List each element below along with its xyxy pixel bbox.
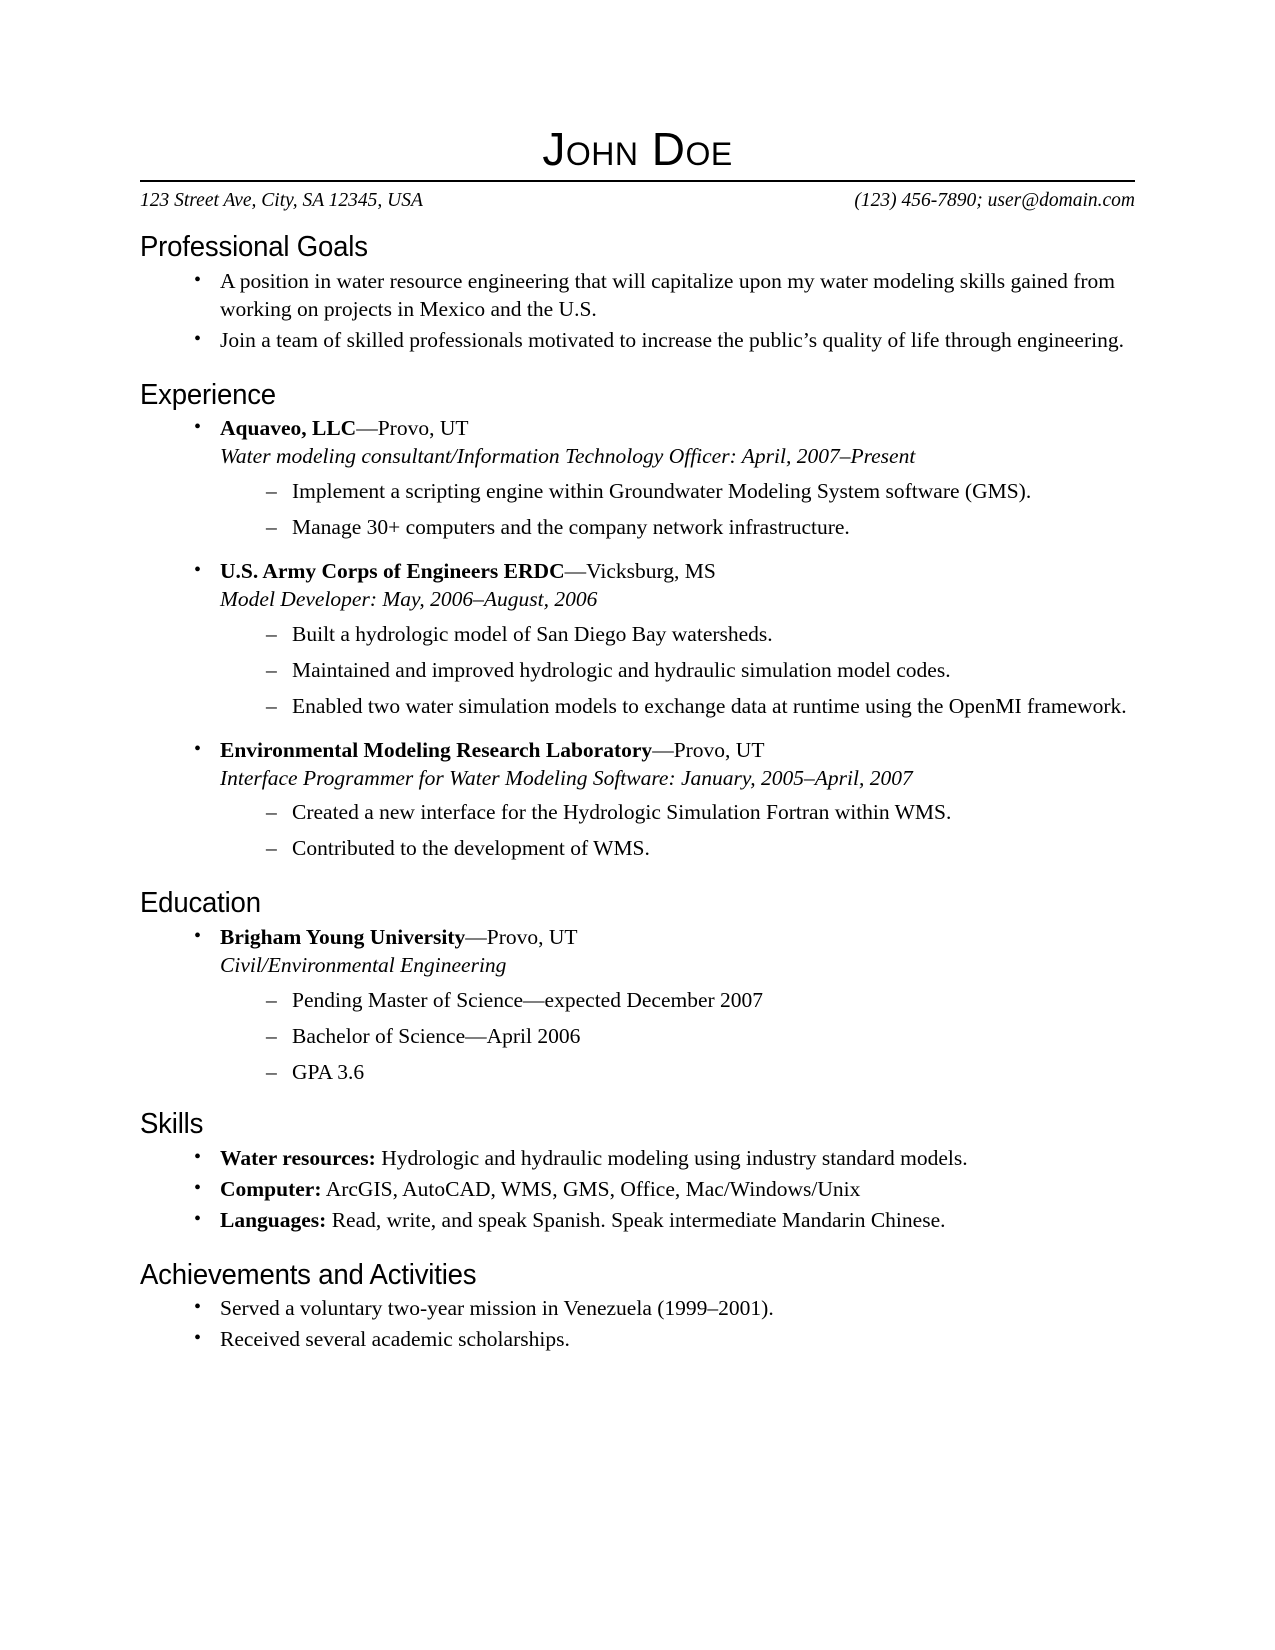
list-item: • A position in water resource engineering that will capitalize upon my water modeling skills gained from working on projects in Mexico and the U.S.	[192, 268, 1135, 324]
entry-location: —Provo, UT	[652, 737, 765, 762]
list-item: • Served a voluntary two-year mission in Venezuela (1999–2001).	[192, 1295, 1135, 1323]
list-item: – Pending Master of Science—expected December 2007	[266, 987, 1135, 1015]
section-experience	[140, 379, 1135, 864]
entry-org: Brigham Young University	[220, 924, 466, 949]
entry-title	[220, 559, 716, 583]
entry-location: —Vicksburg, MS	[564, 558, 716, 583]
skill-label: Languages:	[220, 1207, 327, 1232]
list-item: – Maintained and improved hydrologic and hydraulic simulation model codes.	[266, 657, 1135, 685]
skills-list	[140, 1145, 1135, 1235]
list-item: – Implement a scripting engine within Groundwater Modeling System software (GMS).	[266, 478, 1135, 506]
list-item: – Contributed to the development of WMS.	[266, 835, 1135, 863]
entry-role: Civil/Environmental Engineering	[220, 952, 507, 977]
list-item	[192, 1176, 1135, 1204]
list-item: – Bachelor of Science—April 2006	[266, 1023, 1135, 1051]
entry-org: U.S. Army Corps of Engineers ERDC	[220, 558, 565, 583]
skill-label: Computer:	[220, 1176, 322, 1201]
list-item: • Join a team of skilled professionals motivated to increase the public’s quality of life through engineering.	[192, 327, 1135, 355]
section-professional-goals	[140, 231, 1135, 354]
list-item: – Manage 30+ computers and the company network infrastructure.	[266, 514, 1135, 542]
section-heading-skills: Skills	[140, 1108, 204, 1141]
education-sublist	[220, 987, 1135, 1087]
list-item: – Created a new interface for the Hydrologic Simulation Fortran within WMS.	[266, 799, 1135, 827]
entry-role: Model Developer: May, 2006–August, 2006	[220, 586, 598, 611]
entry-role: Water modeling consultant/Information Technology Officer: April, 2007–Present	[220, 444, 916, 469]
experience-entry	[192, 737, 1135, 864]
page-title: John Doe	[542, 123, 733, 175]
entry-org: Aquaveo, LLC	[220, 416, 357, 441]
skill-text: ArcGIS, AutoCAD, WMS, GMS, Office, Mac/Windows/Unix	[321, 1176, 861, 1201]
resume-header	[140, 0, 1135, 213]
entry-location: —Provo, UT	[465, 924, 578, 949]
contact-row	[140, 189, 1135, 213]
section-heading-experience: Experience	[140, 378, 276, 411]
experience-sublist	[220, 621, 1135, 721]
goals-list	[140, 268, 1135, 355]
entry-title	[220, 416, 468, 440]
entry-title	[220, 925, 578, 949]
skill-text: Hydrologic and hydraulic modeling using industry standard models.	[375, 1145, 968, 1170]
experience-entry	[192, 415, 1135, 542]
contact-text: (123) 456-7890; user@domain.com	[854, 190, 1135, 211]
address-text: 123 Street Ave, City, SA 12345, USA	[140, 190, 423, 211]
list-item: – GPA 3.6	[266, 1059, 1135, 1087]
entry-title	[220, 738, 764, 762]
list-item	[192, 1145, 1135, 1173]
experience-sublist	[220, 478, 1135, 542]
entry-role: Interface Programmer for Water Modeling Software: January, 2005–April, 2007	[220, 765, 913, 790]
experience-sublist	[220, 799, 1135, 863]
list-item: – Enabled two water simulation models to exchange data at runtime using the OpenMI framework.	[266, 693, 1135, 721]
section-achievements	[140, 1259, 1135, 1354]
education-list	[140, 924, 1135, 1087]
experience-list	[140, 415, 1135, 863]
section-heading-education: Education	[140, 887, 261, 920]
education-entry	[192, 924, 1135, 1087]
section-heading-achievements: Achievements and Activities	[140, 1258, 477, 1291]
experience-entry	[192, 558, 1135, 721]
skill-text: Read, write, and speak Spanish. Speak intermediate Mandarin Chinese.	[326, 1207, 946, 1232]
entry-location: —Provo, UT	[356, 416, 469, 441]
header-divider	[140, 180, 1135, 182]
entry-org: Environmental Modeling Research Laboratory	[220, 737, 653, 762]
achievements-list	[140, 1295, 1135, 1354]
section-skills	[140, 1108, 1135, 1234]
list-item: • Received several academic scholarships.	[192, 1326, 1135, 1354]
list-item: – Built a hydrologic model of San Diego Bay watersheds.	[266, 621, 1135, 649]
section-heading-goals: Professional Goals	[140, 231, 368, 264]
section-education	[140, 887, 1135, 1086]
list-item	[192, 1207, 1135, 1235]
skill-label: Water resources:	[220, 1145, 376, 1170]
